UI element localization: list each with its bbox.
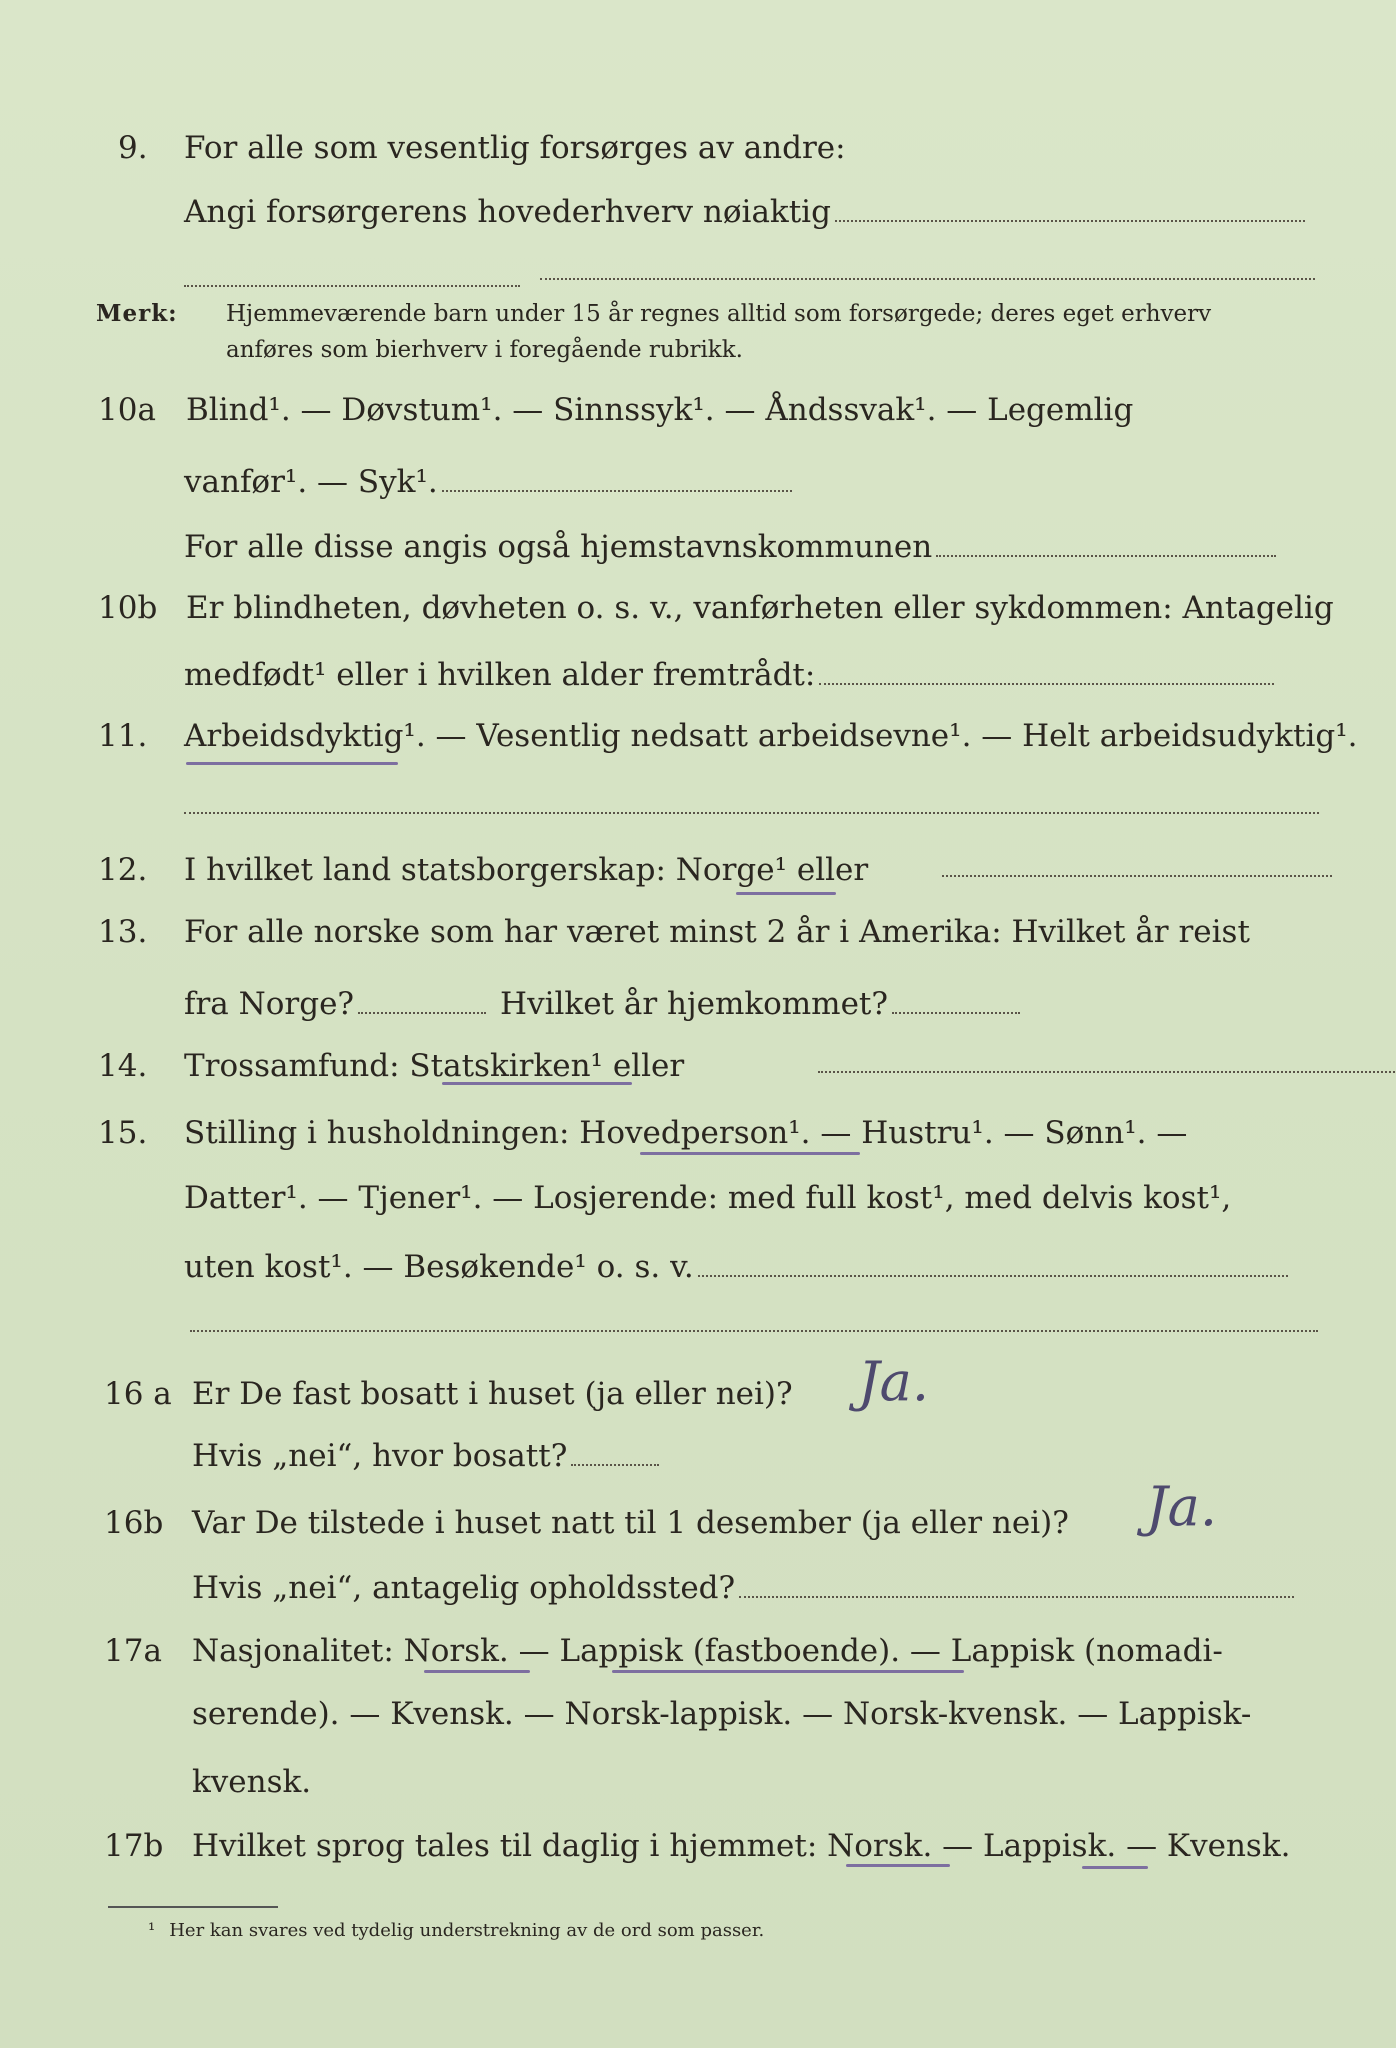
question-17a-line-2: serende). — Kvensk. — Norsk-lappisk. — Norsk-kvensk. — Lappisk-	[192, 1696, 1252, 1732]
question-text: Hvilket år hjemkommet?	[500, 986, 889, 1022]
question-text: Hvis „nei“, antagelig opholdssted?	[192, 1570, 736, 1606]
answer-underline	[1082, 1866, 1148, 1869]
question-text: uten kost¹. — Besøkende¹ o. s. v.	[184, 1249, 694, 1285]
question-text: fra Norge?	[184, 986, 355, 1022]
question-number: 11.	[98, 718, 148, 754]
answer-underline	[186, 762, 398, 765]
question-number: 17a	[104, 1633, 162, 1669]
answer-underline	[424, 1670, 530, 1673]
question-text: For alle som vesentlig forsørges av andre:	[184, 130, 846, 166]
answer-line[interactable]	[819, 682, 1274, 685]
question-16a-line-2	[192, 1436, 659, 1476]
answer-line[interactable]	[892, 1011, 1020, 1014]
question-text: Angi forsørgerens hovederhverv nøiaktig	[184, 194, 831, 230]
question-number: 13.	[98, 914, 148, 950]
question-text: Nasjonalitet: Norsk. — Lappisk (fastboende). — Lappisk (nomadi-	[192, 1633, 1223, 1669]
question-number: 14.	[98, 1048, 148, 1084]
question-number: 16 a	[104, 1376, 172, 1412]
question-text: medfødt¹ eller i hvilken alder fremtrådt:	[184, 657, 816, 693]
question-text: For alle norske som har været minst 2 år i Amerika: Hvilket år reist	[184, 914, 1250, 950]
question-number: 10a	[98, 392, 156, 428]
answer-line[interactable]	[358, 1011, 486, 1014]
question-15-line-2: Datter¹. — Tjener¹. — Losjerende: med full kost¹, med delvis kost¹,	[184, 1180, 1232, 1216]
question-text: Trossamfund: Statskirken¹ eller	[184, 1048, 685, 1084]
answer-line[interactable]	[698, 1274, 1288, 1277]
question-15-line-3	[184, 1247, 1288, 1287]
note-text: Hjemmeværende barn under 15 år regnes alltid som forsørgede; deres eget erhverv	[226, 301, 1212, 327]
handwritten-answer: Ja.	[858, 1350, 930, 1413]
answer-underline	[442, 1082, 632, 1085]
question-number: 15.	[98, 1115, 148, 1151]
question-number: 16b	[104, 1505, 164, 1541]
footnote-mark: ¹	[148, 1920, 156, 1941]
question-number: 10b	[98, 590, 158, 626]
answer-underline	[846, 1864, 950, 1867]
footnote	[148, 1920, 764, 1941]
question-9-line-2	[184, 192, 1305, 232]
answer-underline	[612, 1670, 964, 1673]
question-text: Hvilket sprog tales til daglig i hjemmet: Norsk. — Lappisk. — Kvensk.	[192, 1828, 1291, 1864]
note-label: Merk:	[96, 300, 178, 327]
answer-line[interactable]	[540, 278, 1315, 280]
question-text: Stilling i husholdningen: Hovedperson¹. — Hustru¹. — Sønn¹. —	[184, 1115, 1188, 1151]
question-text: I hvilket land statsborgerskap: Norge¹ eller	[184, 852, 869, 888]
question-10a-line-2	[184, 462, 792, 502]
footnote-rule	[108, 1906, 278, 1908]
answer-line[interactable]	[190, 1330, 1318, 1332]
question-number: 12.	[98, 852, 148, 888]
answer-line[interactable]	[184, 285, 520, 287]
answer-line[interactable]	[936, 554, 1276, 557]
answer-underline	[736, 892, 836, 895]
question-text: Arbeidsdyktig¹. — Vesentlig nedsatt arbeidsevne¹. — Helt arbeidsudyktig¹.	[184, 718, 1358, 754]
question-number: 9.	[118, 130, 148, 166]
question-text: vanfør¹. — Syk¹.	[184, 464, 438, 500]
footnote-text: Her kan svares ved tydelig understrekning av de ord som passer.	[169, 1920, 765, 1941]
question-13-line-2	[184, 984, 1020, 1024]
answer-line[interactable]	[184, 812, 1319, 814]
question-text: Er blindheten, døvheten o. s. v., vanførheten eller sykdommen: Antagelig	[186, 590, 1334, 626]
question-text: Er De fast bosatt i huset (ja eller nei)?	[192, 1376, 793, 1412]
question-text: Blind¹. — Døvstum¹. — Sinnssyk¹. — Åndssvak¹. — Legemlig	[186, 392, 1134, 428]
answer-line[interactable]	[942, 874, 1332, 877]
answer-line[interactable]	[571, 1463, 659, 1466]
question-16b-line-2	[192, 1568, 1294, 1608]
question-text: Var De tilstede i huset natt til 1 desember (ja eller nei)?	[192, 1505, 1069, 1541]
question-text: For alle disse angis også hjemstavnskommunen	[184, 529, 933, 565]
answer-line[interactable]	[739, 1595, 1294, 1598]
answer-line[interactable]	[818, 1070, 1396, 1073]
answer-line[interactable]	[442, 489, 792, 492]
handwritten-answer: Ja.	[1146, 1475, 1218, 1538]
question-17a-line-3: kvensk.	[192, 1764, 312, 1800]
answer-line[interactable]	[835, 219, 1305, 222]
answer-underline	[640, 1152, 860, 1155]
note-text: anføres som bierhverv i foregående rubrikk.	[226, 337, 743, 363]
question-text: Hvis „nei“, hvor bosatt?	[192, 1438, 568, 1474]
question-10b-line-2	[184, 655, 1274, 695]
question-10a-line-3	[184, 527, 1276, 567]
question-number: 17b	[104, 1828, 164, 1864]
